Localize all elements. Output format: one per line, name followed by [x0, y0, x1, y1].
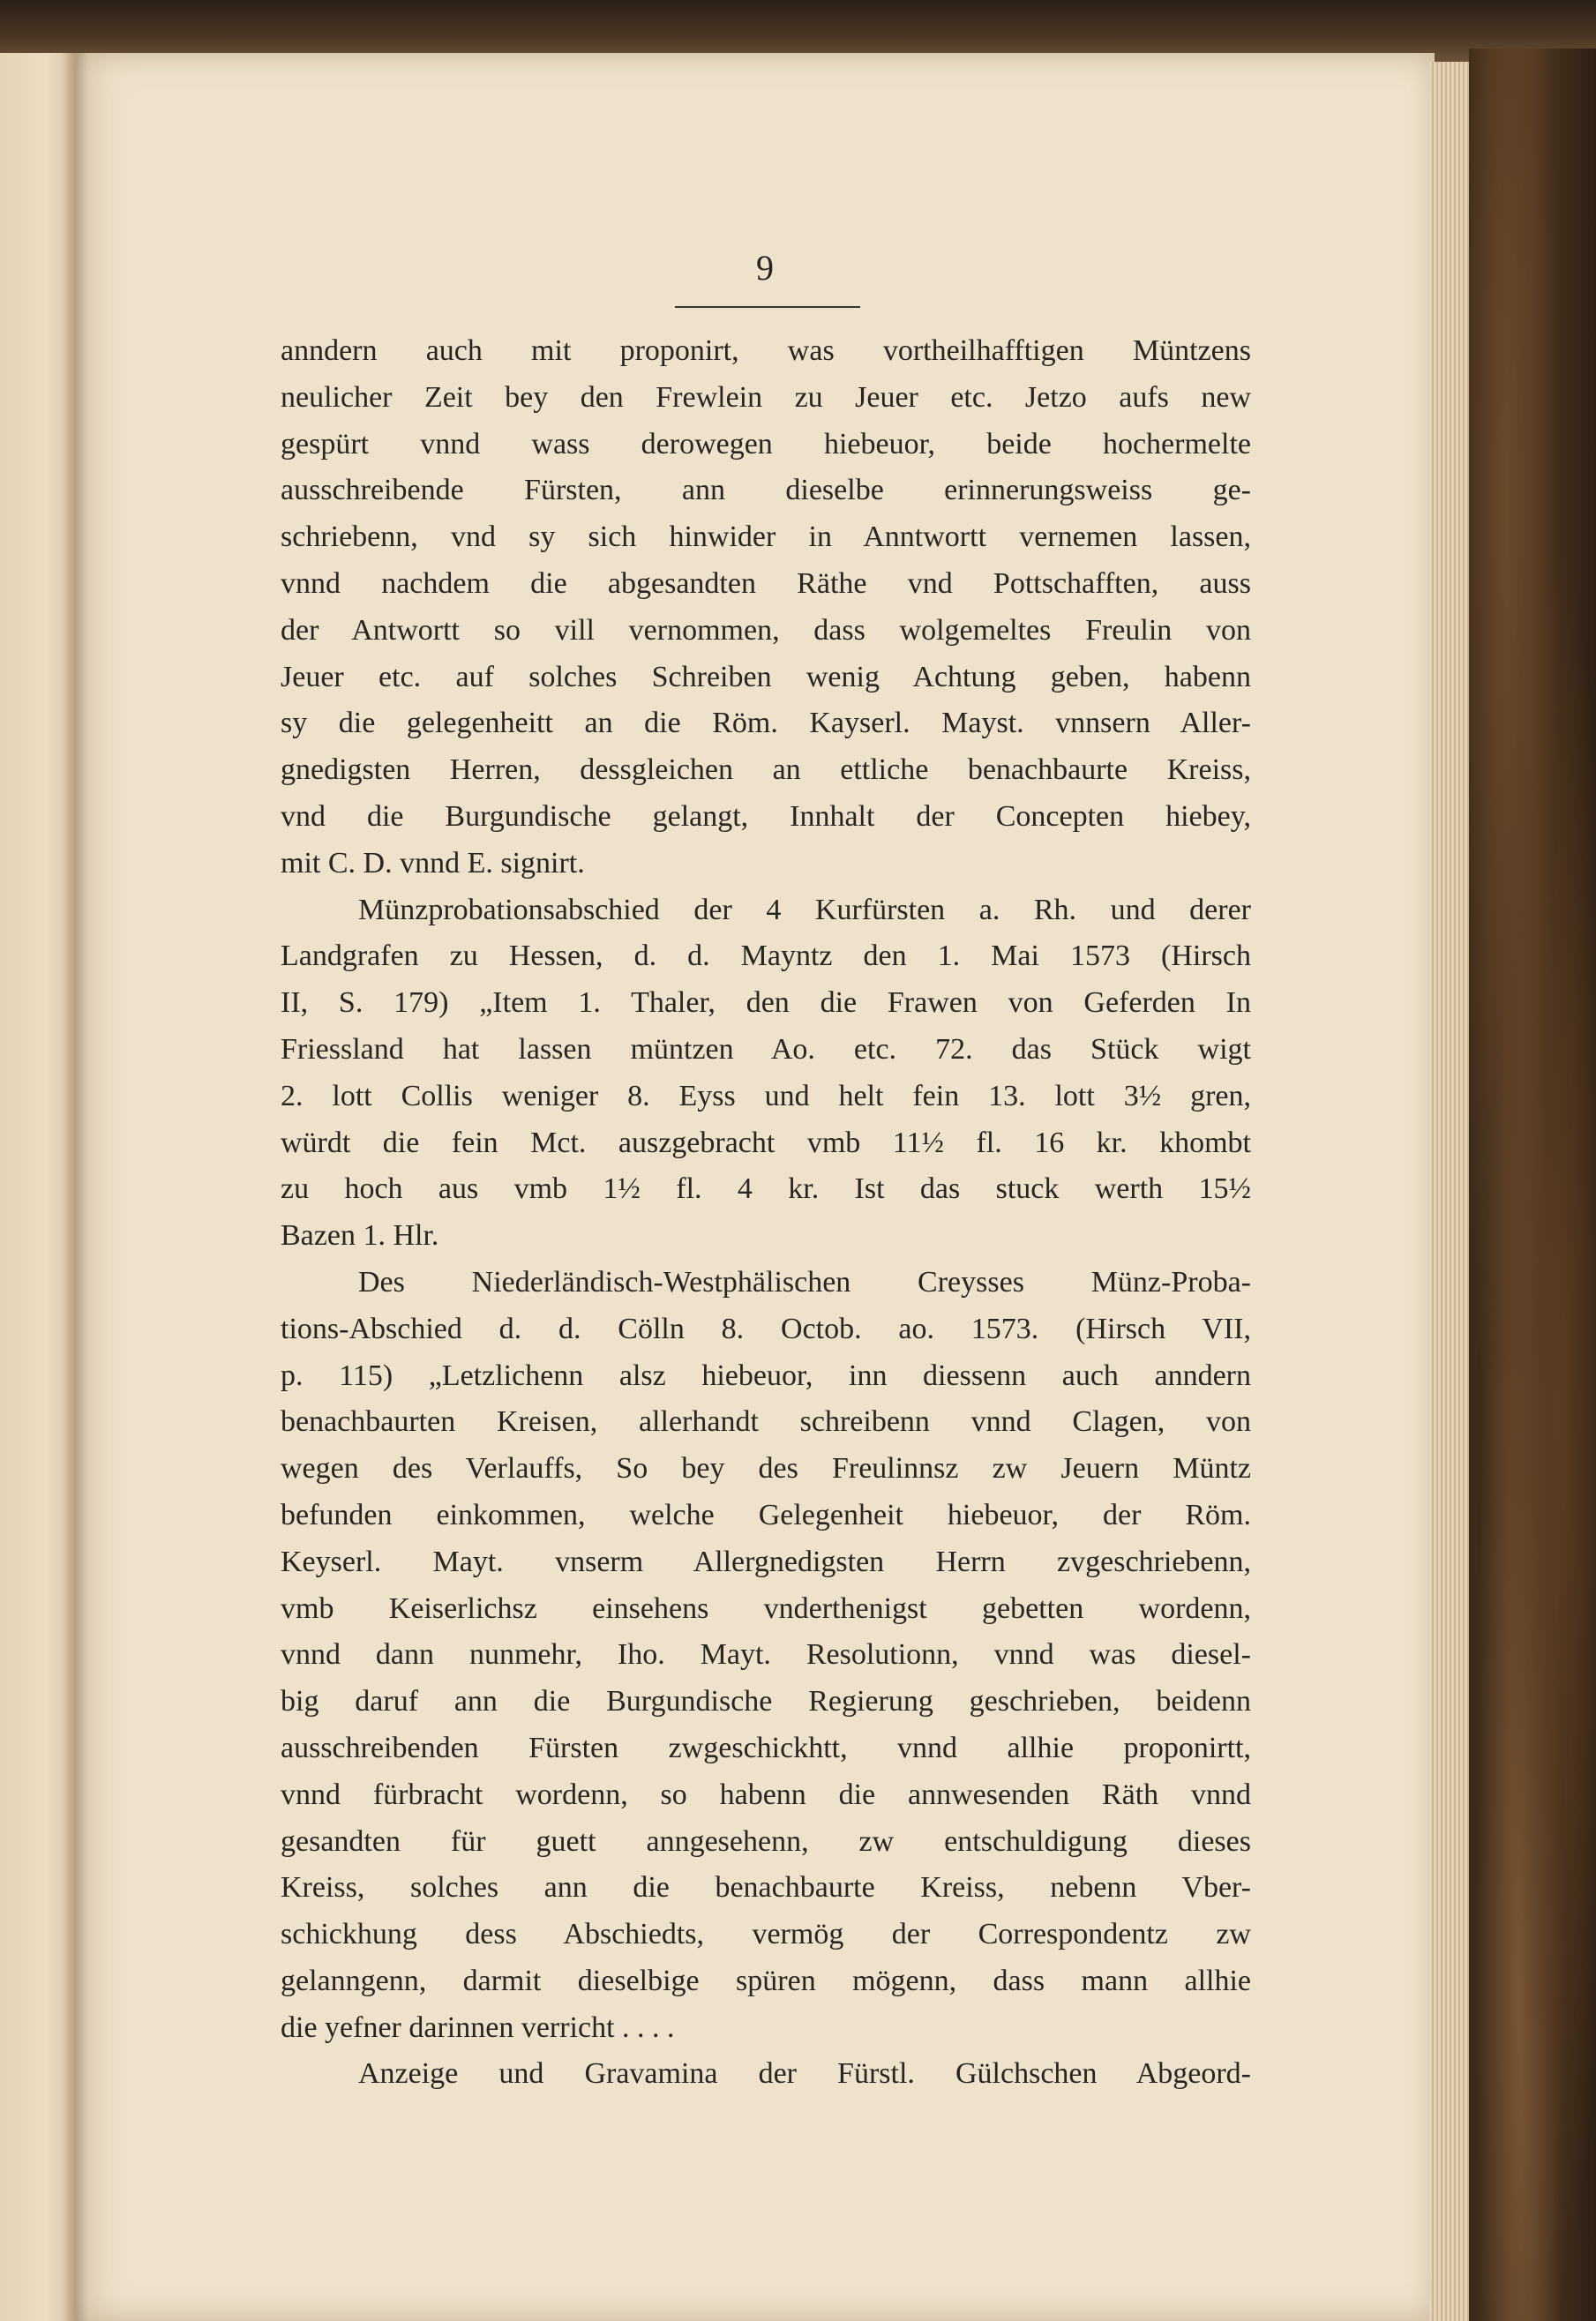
- text-line: Landgrafen zu Hessen, d. d. Mayntz den 1. Mai 1573 (Hirsch: [281, 940, 1251, 973]
- text-line: Friessland hat lassen müntzen Ao. etc. 72. das Stück wigt: [281, 1032, 1251, 1066]
- text-line: benachbaurten Kreisen, allerhandt schreibenn vnnd Clagen, von: [281, 1405, 1251, 1439]
- text-line: schriebenn, vnd sy sich hinwider in Anntwortt vernemen lassen,: [281, 520, 1251, 554]
- text-line: gelanngenn, darmit dieselbige spüren mögenn, dass mann allhie: [281, 1964, 1251, 1997]
- text-line: Des Niederländisch-Westphälischen Creysses Münz-Proba-: [358, 1265, 1251, 1299]
- text-line: Münzprobationsabschied der 4 Kurfürsten a. Rh. und derer: [358, 893, 1251, 926]
- text-line: vmb Keiserlichsz einsehens vnderthenigst gebetten wordenn,: [281, 1591, 1251, 1625]
- text-line: Bazen 1. Hlr.: [281, 1219, 439, 1253]
- text-line: big daruf ann die Burgundische Regierung geschrieben, beidenn: [281, 1685, 1251, 1718]
- text-line: tions-Abschied d. d. Cölln 8. Octob. ao. 1573. (Hirsch VII,: [281, 1312, 1251, 1345]
- text-line: II, S. 179) „Item 1. Thaler, den die Frawen von Geferden In: [281, 986, 1251, 1020]
- text-line: p. 115) „Letzlichenn alsz hiebeuor, inn diessenn auch anndern: [281, 1359, 1251, 1392]
- text-line: mit C. D. vnnd E. signirt.: [281, 846, 585, 880]
- body-text: [281, 328, 1251, 2098]
- text-line: zu hoch aus vmb 1½ fl. 4 kr. Ist das stuck werth 15½: [281, 1172, 1251, 1206]
- text-line: Kreiss, solches ann die benachbaurte Kreiss, nebenn Vber-: [281, 1871, 1251, 1905]
- marbled-cover: [1469, 49, 1596, 2321]
- text-line: ausschreibende Fürsten, ann dieselbe erinnerungsweiss ge-: [281, 474, 1251, 507]
- page-number: 9: [756, 248, 774, 288]
- text-line: wegen des Verlauffs, So bey des Freulinnsz zw Jeuern Müntz: [281, 1452, 1251, 1486]
- text-line: befunden einkommen, welche Gelegenheit hiebeuor, der Röm.: [281, 1498, 1251, 1531]
- text-line: gnedigsten Herren, dessgleichen an ettliche benachbaurte Kreiss,: [281, 753, 1251, 787]
- text-line: 2. lott Collis weniger 8. Eyss und helt fein 13. lott 3½ gren,: [281, 1079, 1251, 1112]
- text-line: der Antwortt so vill vernommen, dass wolgemeltes Freulin von: [281, 613, 1251, 647]
- text-line: gesandten für guett anngesehenn, zw entschuldigung dieses: [281, 1824, 1251, 1858]
- text-line: neulicher Zeit bey den Frewlein zu Jeuer etc. Jetzo aufs new: [281, 380, 1251, 414]
- text-line: schickhung dess Abschiedts, vermög der Correspondentz zw: [281, 1918, 1251, 1951]
- text-line: vnnd fürbracht wordenn, so habenn die annwesenden Räth vnnd: [281, 1778, 1251, 1811]
- spine-shadow: [62, 53, 88, 2321]
- text-line: gespürt vnnd wass derowegen hiebeuor, beide hochermelte: [281, 427, 1251, 460]
- text-line: anndern auch mit proponirt, was vortheilhafftigen Müntzens: [281, 334, 1251, 367]
- page-number-rule: [675, 306, 860, 308]
- text-line: die yefner darinnen verricht . . . .: [281, 2010, 675, 2044]
- text-line: sy die gelegenheitt an die Röm. Kayserl. Mayst. vnnsern Aller-: [281, 707, 1251, 740]
- text-line: vnnd nachdem die abgesandten Räthe vnd Pottschafften, auss: [281, 566, 1251, 600]
- text-line: vnd die Burgundische gelangt, Innhalt der Concepten hiebey,: [281, 799, 1251, 833]
- text-line: vnnd dann nunmehr, Iho. Mayt. Resolutionn, vnnd was diesel-: [281, 1638, 1251, 1672]
- text-line: Jeuer etc. auf solches Schreiben wenig Achtung geben, habenn: [281, 660, 1251, 693]
- text-line: würdt die fein Mct. auszgebracht vmb 11½ fl. 16 kr. khombt: [281, 1126, 1251, 1159]
- text-line: ausschreibenden Fürsten zwgeschickhtt, vnnd allhie proponirtt,: [281, 1731, 1251, 1764]
- text-line: Keyserl. Mayt. vnserm Allergnedigsten Herrn zvgeschriebenn,: [281, 1545, 1251, 1578]
- text-line: Anzeige und Gravamina der Fürstl. Gülchschen Abgeord-: [358, 2057, 1251, 2091]
